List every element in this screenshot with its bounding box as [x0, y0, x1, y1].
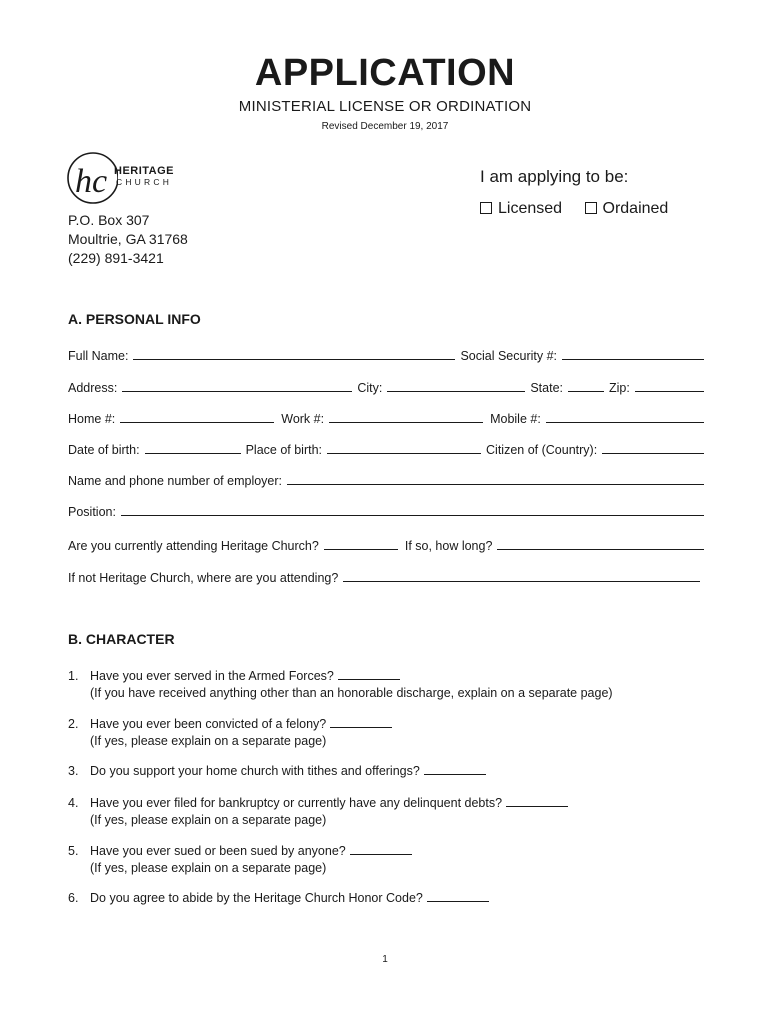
employer-label: Name and phone number of employer:	[68, 474, 283, 488]
section-character: B. CHARACTER	[68, 631, 175, 647]
revision-date: Revised December 19, 2017	[321, 121, 449, 132]
home-phone-label: Home #:	[68, 412, 116, 426]
row-name-ssn	[68, 347, 704, 363]
full-name-label: Full Name:	[68, 349, 129, 363]
question-number: 4.	[68, 796, 79, 810]
address-line-2: Moultrie, GA 31768	[68, 231, 188, 247]
licensed-checkbox[interactable]	[480, 200, 562, 217]
answer-field[interactable]	[338, 669, 400, 680]
city-label: City:	[357, 381, 383, 395]
ordained-label: Ordained	[602, 200, 669, 217]
page-number: 1	[382, 954, 388, 965]
how-long-field[interactable]	[497, 537, 704, 550]
ordained-checkbox[interactable]	[585, 200, 669, 217]
answer-field[interactable]	[330, 717, 392, 728]
question-number: 3.	[68, 764, 79, 778]
dob-label: Date of birth:	[68, 443, 140, 457]
address-label: Address:	[68, 381, 118, 395]
logo-circle-icon	[66, 148, 118, 210]
question-note: (If you have received anything other than an honorable discharge, explain on a separate page)	[90, 686, 613, 700]
row-birth	[68, 441, 704, 457]
answer-field[interactable]	[424, 764, 486, 775]
work-phone-field[interactable]	[329, 410, 483, 423]
heritage-church-logo	[66, 148, 186, 210]
logo-monogram: hc	[75, 163, 108, 200]
where-label: If not Heritage Church, where are you attending?	[68, 571, 339, 585]
question-note: (If yes, please explain on a separate page)	[90, 861, 327, 875]
position-label: Position:	[68, 505, 116, 519]
attending-field[interactable]	[324, 537, 398, 550]
row-address	[68, 379, 704, 395]
row-phones	[68, 410, 704, 426]
state-label: State:	[530, 381, 564, 395]
question-note: (If yes, please explain on a separate page)	[90, 813, 327, 827]
question-text: Have you ever been convicted of a felony?	[90, 717, 327, 731]
position-field[interactable]	[121, 503, 704, 516]
ssn-label: Social Security #:	[460, 349, 558, 363]
where-field[interactable]	[343, 569, 700, 582]
mobile-phone-field[interactable]	[546, 410, 704, 423]
question-2	[68, 717, 392, 748]
answer-field[interactable]	[350, 844, 412, 855]
question-text: Have you ever sued or been sued by anyone?	[90, 844, 346, 858]
row-where	[68, 569, 704, 585]
page-title: APPLICATION	[254, 52, 516, 94]
question-text: Do you agree to abide by the Heritage Church Honor Code?	[90, 891, 423, 905]
question-number: 6.	[68, 891, 79, 905]
row-position	[68, 503, 704, 519]
mobile-phone-label: Mobile #:	[490, 412, 541, 426]
question-5	[68, 844, 412, 875]
question-3	[68, 764, 486, 778]
applying-options	[480, 200, 668, 218]
dob-field[interactable]	[145, 441, 241, 454]
logo-word-heritage: HERITAGE	[114, 165, 175, 177]
question-note: (If yes, please explain on a separate page)	[90, 734, 327, 748]
question-number: 1.	[68, 669, 79, 683]
home-phone-field[interactable]	[120, 410, 274, 423]
question-1	[68, 669, 613, 700]
citizen-label: Citizen of (Country):	[486, 443, 598, 457]
checkbox-icon	[585, 202, 597, 214]
attending-label: Are you currently attending Heritage Church?	[68, 539, 319, 553]
address-field[interactable]	[122, 379, 352, 392]
zip-field[interactable]	[635, 379, 704, 392]
employer-field[interactable]	[287, 472, 704, 485]
applying-title: I am applying to be:	[480, 167, 629, 186]
work-phone-label: Work #:	[281, 412, 325, 426]
question-text: Have you ever filed for bankruptcy or currently have any delinquent debts?	[90, 796, 503, 810]
zip-label: Zip:	[609, 381, 630, 395]
answer-field[interactable]	[427, 891, 489, 902]
question-text: Do you support your home church with tithes and offerings?	[90, 764, 420, 778]
licensed-label: Licensed	[498, 200, 563, 217]
question-number: 5.	[68, 844, 79, 858]
city-field[interactable]	[387, 379, 525, 392]
pob-label: Place of birth:	[245, 443, 323, 457]
phone-number: (229) 891-3421	[68, 250, 164, 266]
row-attending	[68, 537, 704, 553]
logo-word-church: CHURCH	[116, 177, 173, 187]
address-line-1: P.O. Box 307	[68, 212, 150, 228]
citizen-field[interactable]	[602, 441, 704, 454]
question-number: 2.	[68, 717, 79, 731]
page-subtitle: MINISTERIAL LICENSE OR ORDINATION	[238, 98, 532, 115]
question-4	[68, 796, 568, 827]
how-long-label: If so, how long?	[404, 539, 493, 553]
answer-field[interactable]	[506, 796, 568, 807]
pob-field[interactable]	[327, 441, 481, 454]
state-field[interactable]	[568, 379, 604, 392]
checkbox-icon	[480, 202, 492, 214]
full-name-field[interactable]	[133, 347, 455, 360]
ssn-field[interactable]	[562, 347, 704, 360]
question-6	[68, 891, 489, 905]
row-employer	[68, 472, 704, 488]
question-text: Have you ever served in the Armed Forces?	[90, 669, 334, 683]
section-personal-info: A. PERSONAL INFO	[68, 311, 201, 327]
